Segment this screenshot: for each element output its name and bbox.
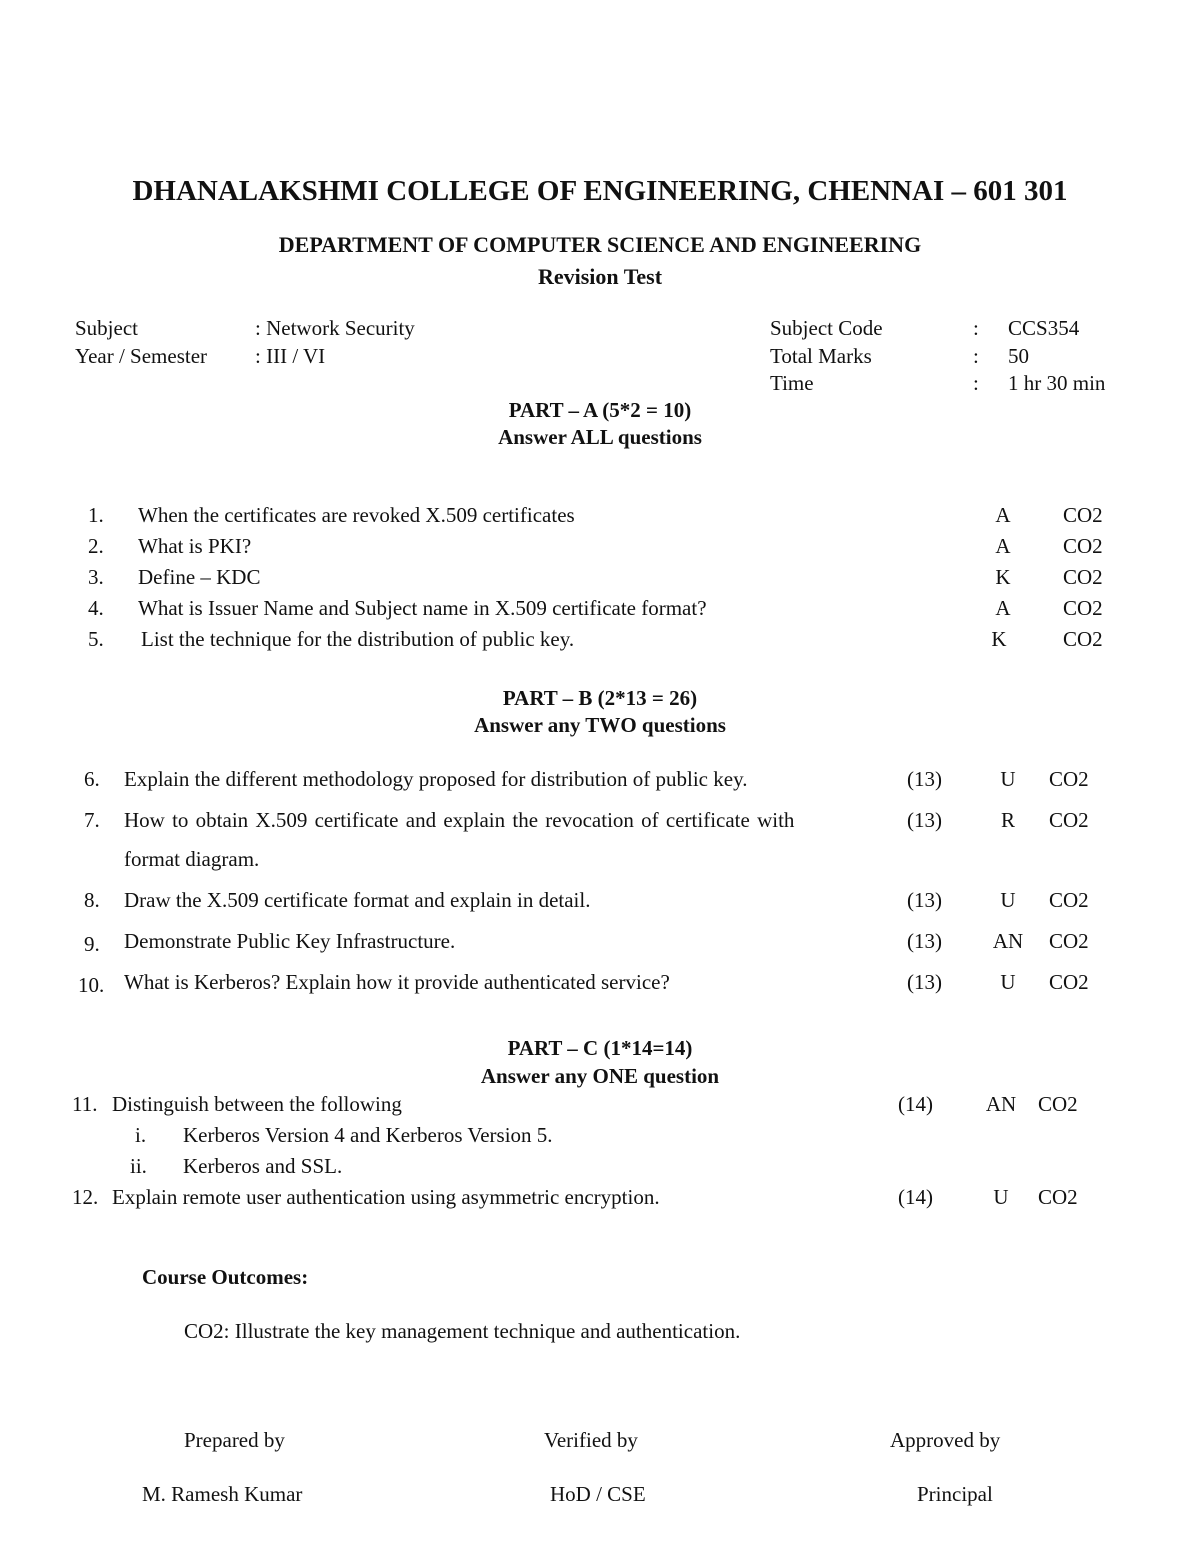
question-level: U <box>1000 888 1016 912</box>
question-number: 8. <box>84 888 100 912</box>
part-b-instruction: Answer any TWO questions <box>474 713 726 737</box>
question-number: 5. <box>88 627 104 651</box>
part-a-title: PART – A (5*2 = 10) <box>508 398 692 422</box>
department-name: DEPARTMENT OF COMPUTER SCIENCE AND ENGINEERING <box>278 232 922 257</box>
question-number: 2. <box>88 534 104 558</box>
question-co: CO2 <box>1063 565 1103 589</box>
part-c-title: PART – C (1*14=14) <box>507 1036 693 1060</box>
time-colon: : <box>973 371 979 395</box>
question-marks: (14) <box>898 1092 933 1116</box>
question-level: A <box>995 534 1011 558</box>
prepared-by-label: Prepared by <box>184 1428 285 1452</box>
sub-question-number: ii. <box>130 1154 147 1178</box>
question-number: 11. <box>72 1092 98 1116</box>
question-co: CO2 <box>1049 888 1089 912</box>
question-number: 7. <box>84 808 100 832</box>
question-text: What is PKI? <box>138 534 252 558</box>
part-a-instruction: Answer ALL questions <box>498 425 702 449</box>
question-marks: (14) <box>898 1185 933 1209</box>
question-text: Demonstrate Public Key Infrastructure. <box>124 929 456 953</box>
sub-question-number: i. <box>135 1123 147 1147</box>
sub-question-text: Kerberos and SSL. <box>183 1154 343 1178</box>
question-number: 6. <box>84 767 100 791</box>
question-level: K <box>995 565 1011 589</box>
question-co: CO2 <box>1049 808 1089 832</box>
question-level: AN <box>985 1092 1017 1116</box>
question-text: What is Kerberos? Explain how it provide authenticated service? <box>124 970 670 994</box>
part-b-title: PART – B (2*13 = 26) <box>502 686 698 710</box>
question-text: Explain remote user authentication using asymmetric encryption. <box>112 1185 660 1209</box>
question-text: Draw the X.509 certificate format and explain in detail. <box>124 888 591 912</box>
course-outcomes-heading: Course Outcomes: <box>142 1265 309 1289</box>
approved-by-label: Approved by <box>890 1428 1001 1452</box>
part-c-instruction: Answer any ONE question <box>480 1064 720 1088</box>
college-name: DHANALAKSHMI COLLEGE OF ENGINEERING, CHENNAI – 601 301 <box>132 175 1068 207</box>
question-number: 3. <box>88 565 104 589</box>
question-marks: (13) <box>907 888 942 912</box>
question-level: A <box>995 503 1011 527</box>
question-co: CO2 <box>1049 929 1089 953</box>
question-marks: (13) <box>907 808 942 832</box>
verified-by-label: Verified by <box>544 1428 638 1452</box>
question-marks: (13) <box>907 767 942 791</box>
question-text: How to obtain X.509 certificate and explain the revocation of certificate with <box>124 808 795 832</box>
question-co: CO2 <box>1038 1185 1078 1209</box>
verified-by-name: HoD / CSE <box>550 1482 646 1506</box>
subject-label: Subject <box>75 316 138 340</box>
year-label: Year / Semester <box>75 344 208 368</box>
subject-value: : Network Security <box>255 316 415 340</box>
question-co: CO2 <box>1063 503 1103 527</box>
marks-value: 50 <box>1008 344 1029 368</box>
question-co: CO2 <box>1049 970 1089 994</box>
prepared-by-name: M. Ramesh Kumar <box>142 1482 303 1506</box>
question-co: CO2 <box>1063 596 1103 620</box>
course-outcome-co2: CO2: Illustrate the key management technique and authentication. <box>184 1319 741 1343</box>
question-number: 9. <box>84 932 100 956</box>
question-marks: (13) <box>907 970 942 994</box>
question-level: AN <box>992 929 1024 953</box>
approved-by-name: Principal <box>917 1482 993 1506</box>
question-co: CO2 <box>1049 767 1089 791</box>
time-label: Time <box>770 371 814 395</box>
question-number: 10. <box>78 973 105 997</box>
marks-label: Total Marks <box>770 344 872 368</box>
question-text: List the technique for the distribution of public key. <box>141 627 575 651</box>
question-co: CO2 <box>1063 627 1103 651</box>
code-label: Subject Code <box>770 316 883 340</box>
sub-question-text: Kerberos Version 4 and Kerberos Version 5. <box>183 1123 553 1147</box>
question-text: When the certificates are revoked X.509 certificates <box>138 503 575 527</box>
question-level: U <box>1000 767 1016 791</box>
question-level: U <box>993 1185 1009 1209</box>
code-value: CCS354 <box>1008 316 1080 340</box>
question-co: CO2 <box>1038 1092 1078 1116</box>
time-value: 1 hr 30 min <box>1008 371 1106 395</box>
question-text: Explain the different methodology proposed for distribution of public key. <box>124 767 748 791</box>
question-number: 12. <box>72 1185 99 1209</box>
code-colon: : <box>973 316 979 340</box>
question-level: U <box>1000 970 1016 994</box>
year-value: : III / VI <box>255 344 326 368</box>
test-name: Revision Test <box>537 264 663 289</box>
question-marks: (13) <box>907 929 942 953</box>
question-co: CO2 <box>1063 534 1103 558</box>
question-text: What is Issuer Name and Subject name in X.509 certificate format? <box>138 596 707 620</box>
question-number: 1. <box>88 503 104 527</box>
question-number: 4. <box>88 596 104 620</box>
question-text: Define – KDC <box>138 565 261 589</box>
marks-colon: : <box>973 344 979 368</box>
question-level: A <box>995 596 1011 620</box>
question-level: R <box>1000 808 1015 832</box>
question-text-cont: format diagram. <box>124 847 260 871</box>
question-level: K <box>991 627 1007 651</box>
question-text: Distinguish between the following <box>112 1092 402 1116</box>
